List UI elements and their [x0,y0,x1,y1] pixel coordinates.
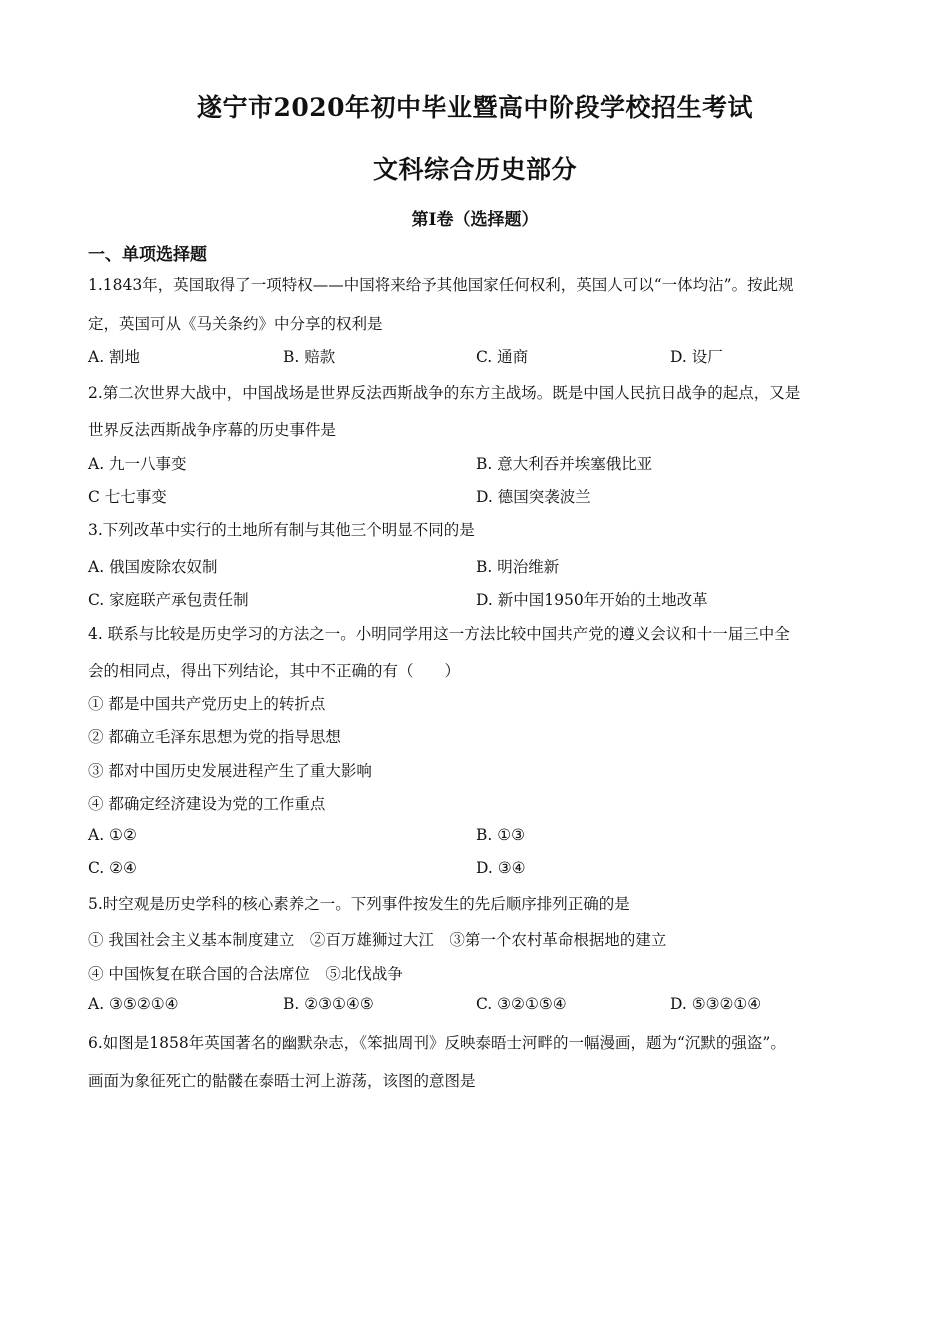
q5-option-b: B. ②③①④⑤ [283,995,374,1013]
q2-stem-line1: 2.第二次世界大战中，中国战场是世界反法西斯战争的东方主战场。既是中国人民抗日战争的起点，又是 [88,384,801,402]
q4-option-d: D. ③④ [476,859,526,877]
q1-option-a: A. 割地 [88,348,141,366]
q4-option-b: B. ①③ [476,826,526,844]
q3-option-b: B. 明治维新 [476,558,560,576]
q1-option-c: C. 通商 [476,348,529,366]
q5-events-line2: ④ 中国恢复在联合国的合法席位 ⑤北伐战争 [88,965,403,983]
q6-stem-line1: 6.如图是1858年英国著名的幽默杂志，《笨拙周刊》反映泰晤士河畔的一幅漫画，题为“沉默的强盗”。 [88,1034,786,1052]
q5-option-d: D. ⑤③②①④ [670,995,762,1013]
q6-stem-line2: 画面为象征死亡的骷髅在泰晤士河上游荡，该图的意图是 [88,1072,476,1090]
exam-subtitle: 文科综合历史部分 [372,155,577,184]
q5-events-line1: ① 我国社会主义基本制度建立 ②百万雄狮过大江 ③第一个农村革命根据地的建立 [88,931,667,949]
q1-stem-line2: 定，英国可从《马关条约》中分享的权利是 [88,315,383,333]
q4-option-a: A. ①② [88,826,137,844]
q4-statement-4: ④ 都确定经济建设为党的工作重点 [88,795,326,813]
q2-option-b: B. 意大利吞并埃塞俄比亚 [476,455,653,473]
q1-stem-line1: 1.1843年，英国取得了一项特权——中国将来给予其他国家任何权利，英国人可以“一体均沾”。按此规 [88,276,794,294]
q1-option-b: B. 赔款 [283,348,336,366]
q4-option-c: C. ②④ [88,859,137,877]
q1-option-d: D. 设厂 [670,348,723,366]
q3-stem-line1: 3.下列改革中实行的土地所有制与其他三个明显不同的是 [88,521,475,539]
q3-option-a: A. 俄国废除农奴制 [88,558,218,576]
q5-stem-line1: 5.时空观是历史学科的核心素养之一。下列事件按发生的先后顺序排列正确的是 [88,895,630,913]
q5-option-c: C. ③②①⑤④ [476,995,567,1013]
q2-option-c: C 七七事变 [88,488,167,506]
exam-title: 遂宁市2020年初中毕业暨高中阶段学校招生考试 [196,93,754,122]
q4-statement-2: ② 都确立毛泽东思想为党的指导思想 [88,728,341,746]
q4-stem-line2: 会的相同点，得出下列结论，其中不正确的有（ ） [88,662,461,680]
q2-stem-line2: 世界反法西斯战争序幕的历史事件是 [88,421,337,439]
q2-option-a: A. 九一八事变 [88,455,187,473]
q3-option-d: D. 新中国1950年开始的土地改革 [476,591,708,609]
q4-statement-3: ③ 都对中国历史发展进程产生了重大影响 [88,762,372,780]
q4-statement-1: ① 都是中国共产党历史上的转折点 [88,695,326,713]
q3-option-c: C. 家庭联产承包责任制 [88,591,249,609]
volume-heading: 第Ⅰ卷（选择题） [411,210,539,230]
q4-stem-line1: 4. 联系与比较是历史学习的方法之一。小明同学用这一方法比较中国共产党的遵义会议和十一届三中全 [88,625,790,643]
q5-option-a: A. ③⑤②①④ [88,995,179,1013]
section-heading: 一、单项选择题 [88,245,207,265]
q2-option-d: D. 德国突袭波兰 [476,488,591,506]
